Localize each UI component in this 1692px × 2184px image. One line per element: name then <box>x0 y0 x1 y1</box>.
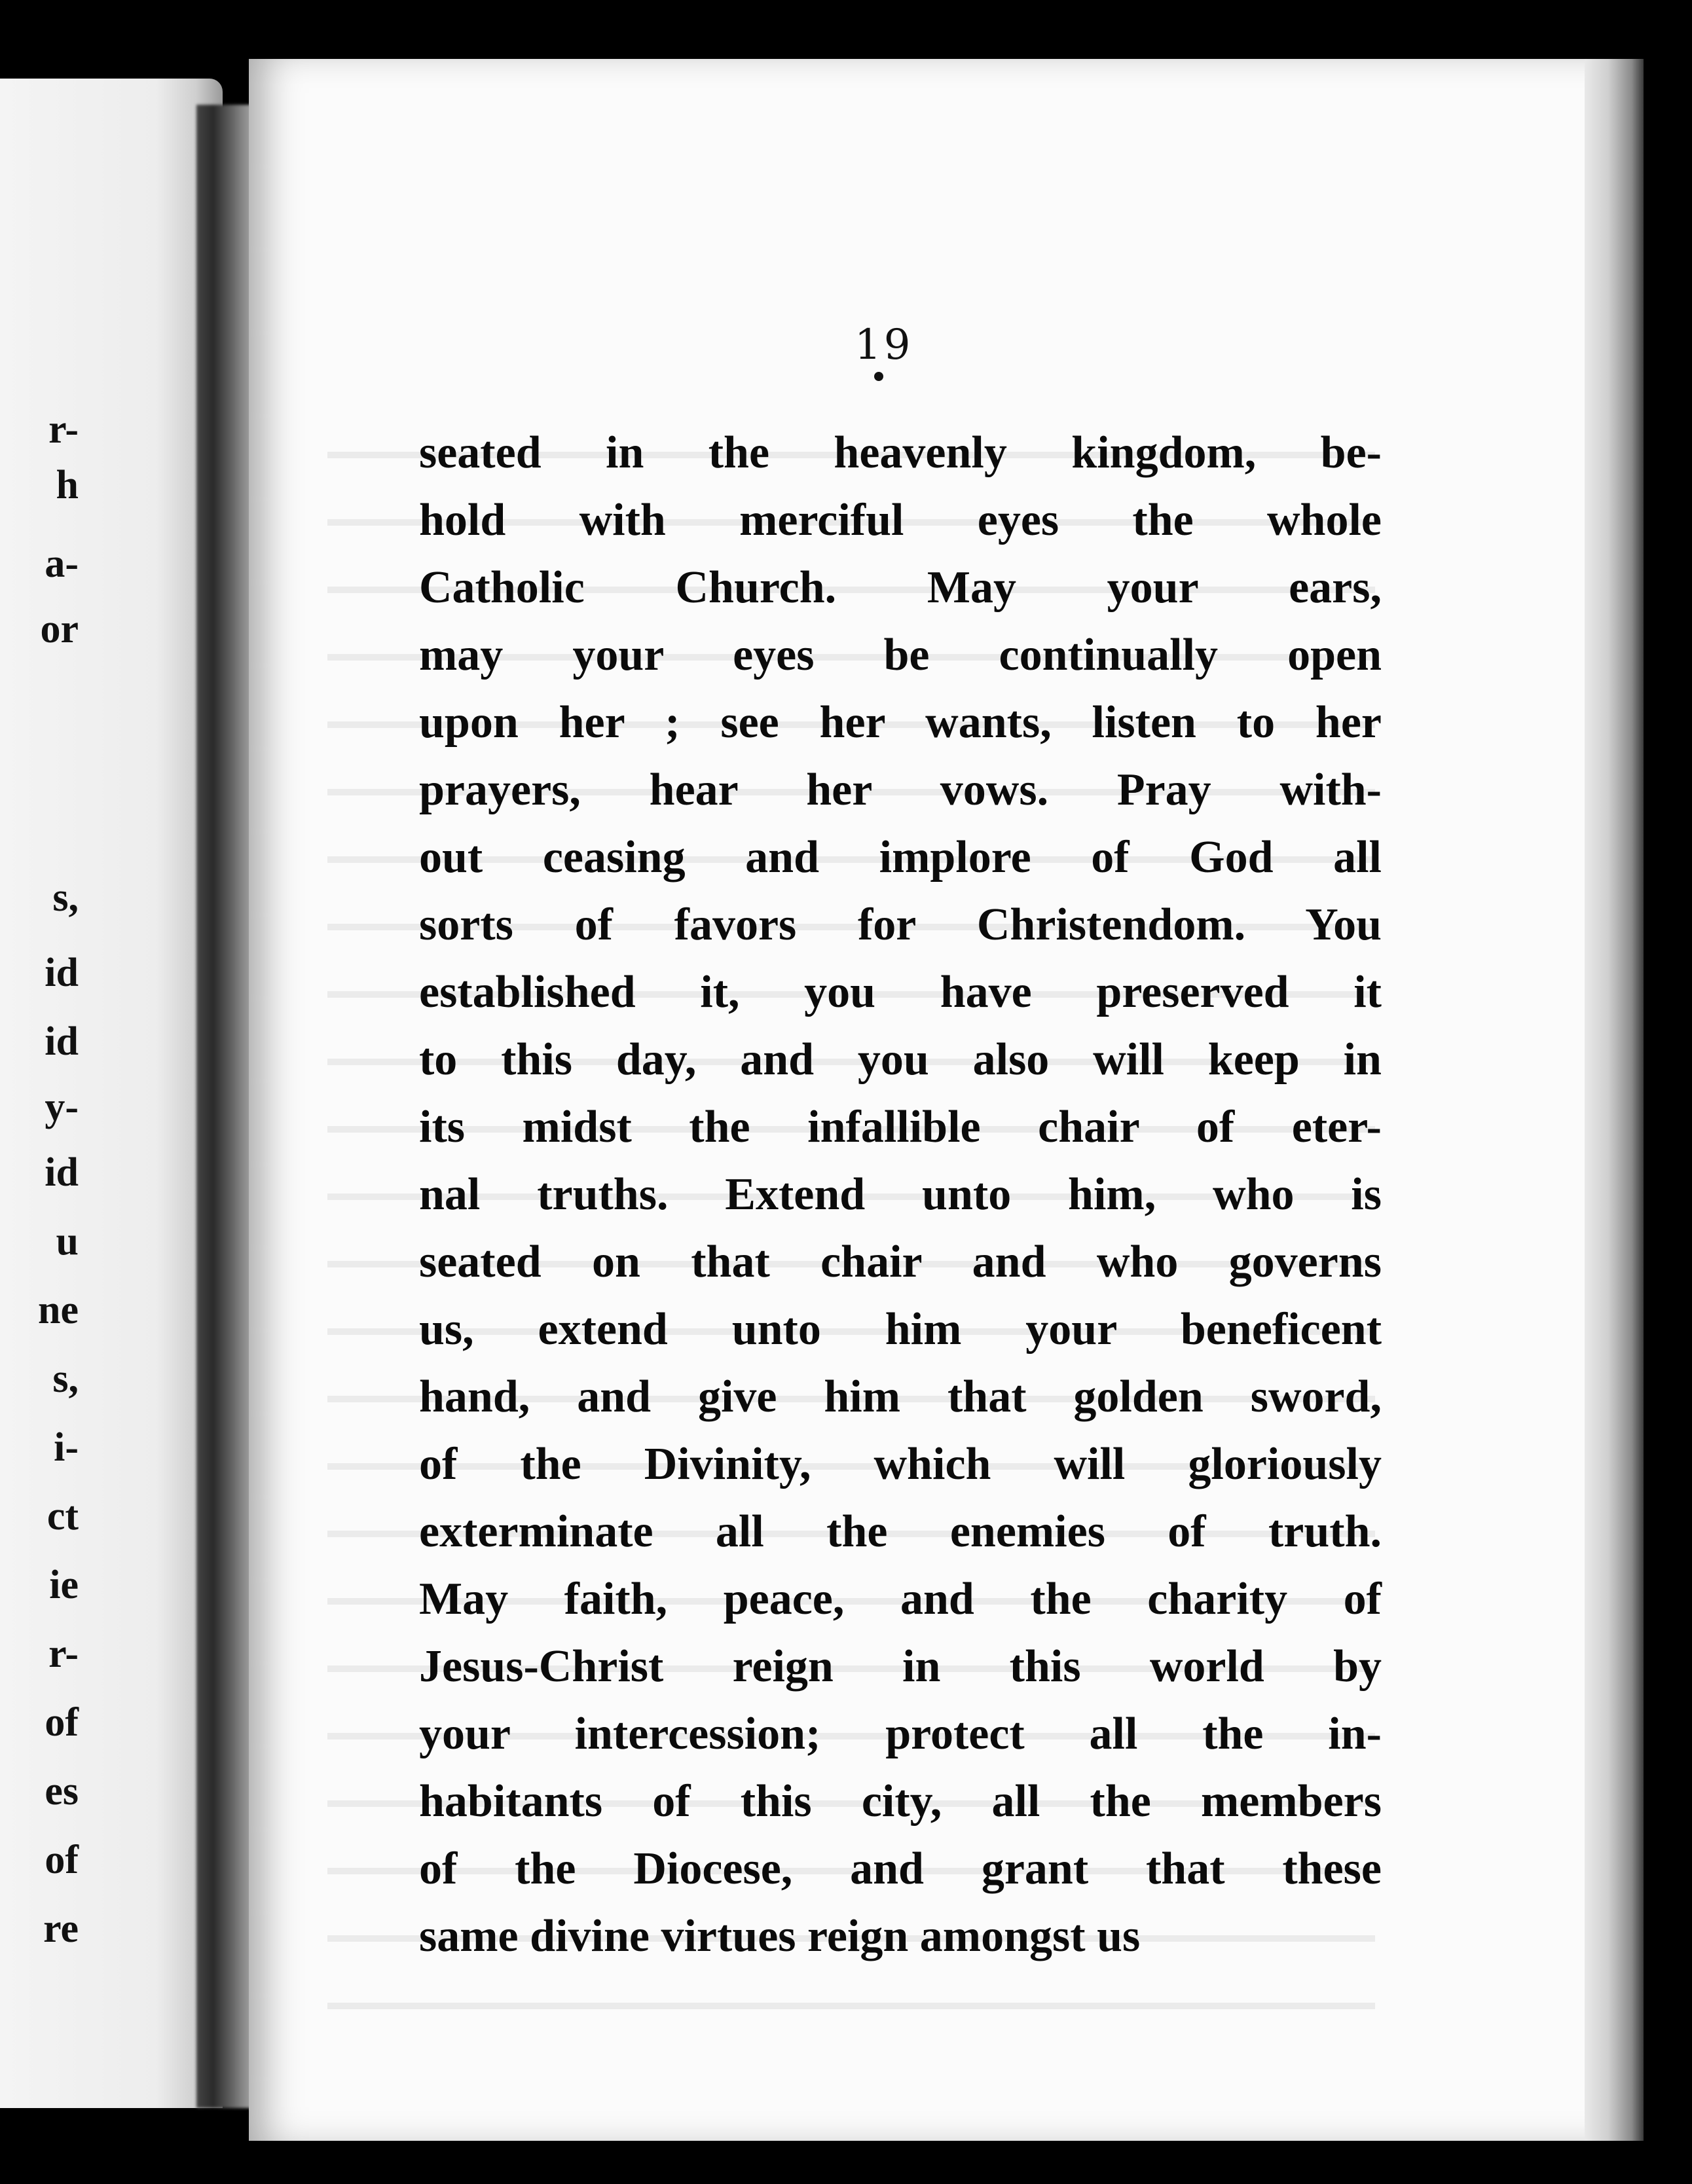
left-page-fragment: i- <box>54 1425 79 1470</box>
text-line: exterminate all the enemies of truth. <box>419 1506 1382 1557</box>
left-page-fragment: r- <box>48 1631 79 1676</box>
text-line: Jesus-Christ reign in this world by <box>419 1641 1382 1692</box>
left-page-fragment: re <box>43 1906 79 1951</box>
text-line: prayers, hear her vows. Pray with- <box>419 765 1382 815</box>
left-page-fragment: h <box>56 463 79 507</box>
left-page-fragment: ct <box>46 1494 79 1538</box>
left-page-fragment: s, <box>52 1356 79 1401</box>
text-line: may your eyes be continually open <box>419 630 1382 680</box>
left-page-fragment: s, <box>52 875 79 920</box>
text-line: of the Divinity, which will gloriously <box>419 1439 1382 1489</box>
left-page-fragment: a- <box>45 541 79 586</box>
left-page-fragment: r- <box>48 407 79 452</box>
text-line: of the Diocese, and grant that these <box>419 1844 1382 1894</box>
text-line: established it, you have preserved it <box>419 967 1382 1017</box>
left-page-fragment: y- <box>45 1085 79 1129</box>
page-body-text <box>419 419 1382 1970</box>
previous-page-edge <box>0 79 223 2108</box>
text-line: nal truths. Extend unto him, who is <box>419 1169 1382 1220</box>
text-line: its midst the infallible chair of eter- <box>419 1102 1382 1152</box>
text-line: Catholic Church. May your ears, <box>419 562 1382 613</box>
left-page-fragment: id <box>45 951 79 995</box>
left-page-fragment: id <box>45 1019 79 1064</box>
text-line: May faith, peace, and the charity of <box>419 1574 1382 1624</box>
text-line: hand, and give him that golden sword, <box>419 1372 1382 1422</box>
left-page-fragment: ie <box>49 1563 79 1607</box>
text-line: hold with merciful eyes the whole <box>419 495 1382 545</box>
text-line: out ceasing and implore of God all <box>419 832 1382 883</box>
left-page-fragment: es <box>45 1769 79 1813</box>
left-page-fragment: ne <box>38 1288 79 1332</box>
text-line: upon her ; see her wants, listen to her <box>419 697 1382 748</box>
text-line: sorts of favors for Christendom. You <box>419 900 1382 950</box>
text-line: your intercession; protect all the in- <box>419 1709 1382 1759</box>
text-line: to this day, and you also will keep in <box>419 1034 1382 1085</box>
left-page-fragment: id <box>45 1150 79 1195</box>
page-edge-shadow <box>1585 59 1644 2141</box>
left-page-fragment: of <box>45 1838 79 1882</box>
text-line: habitants of this city, all the members <box>419 1776 1382 1827</box>
left-page-fragment: of <box>45 1700 79 1745</box>
left-page-fragment: u <box>56 1219 79 1264</box>
text-line: seated on that chair and who governs <box>419 1237 1382 1287</box>
text-line: seated in the heavenly kingdom, be- <box>419 428 1382 478</box>
left-page-fragment: or <box>40 607 79 651</box>
page-number: 19 <box>855 321 913 369</box>
ink-dot <box>874 372 883 381</box>
text-line: us, extend unto him your beneficent <box>419 1304 1382 1355</box>
text-line: same divine virtues reign amongst us <box>419 1911 1141 1961</box>
